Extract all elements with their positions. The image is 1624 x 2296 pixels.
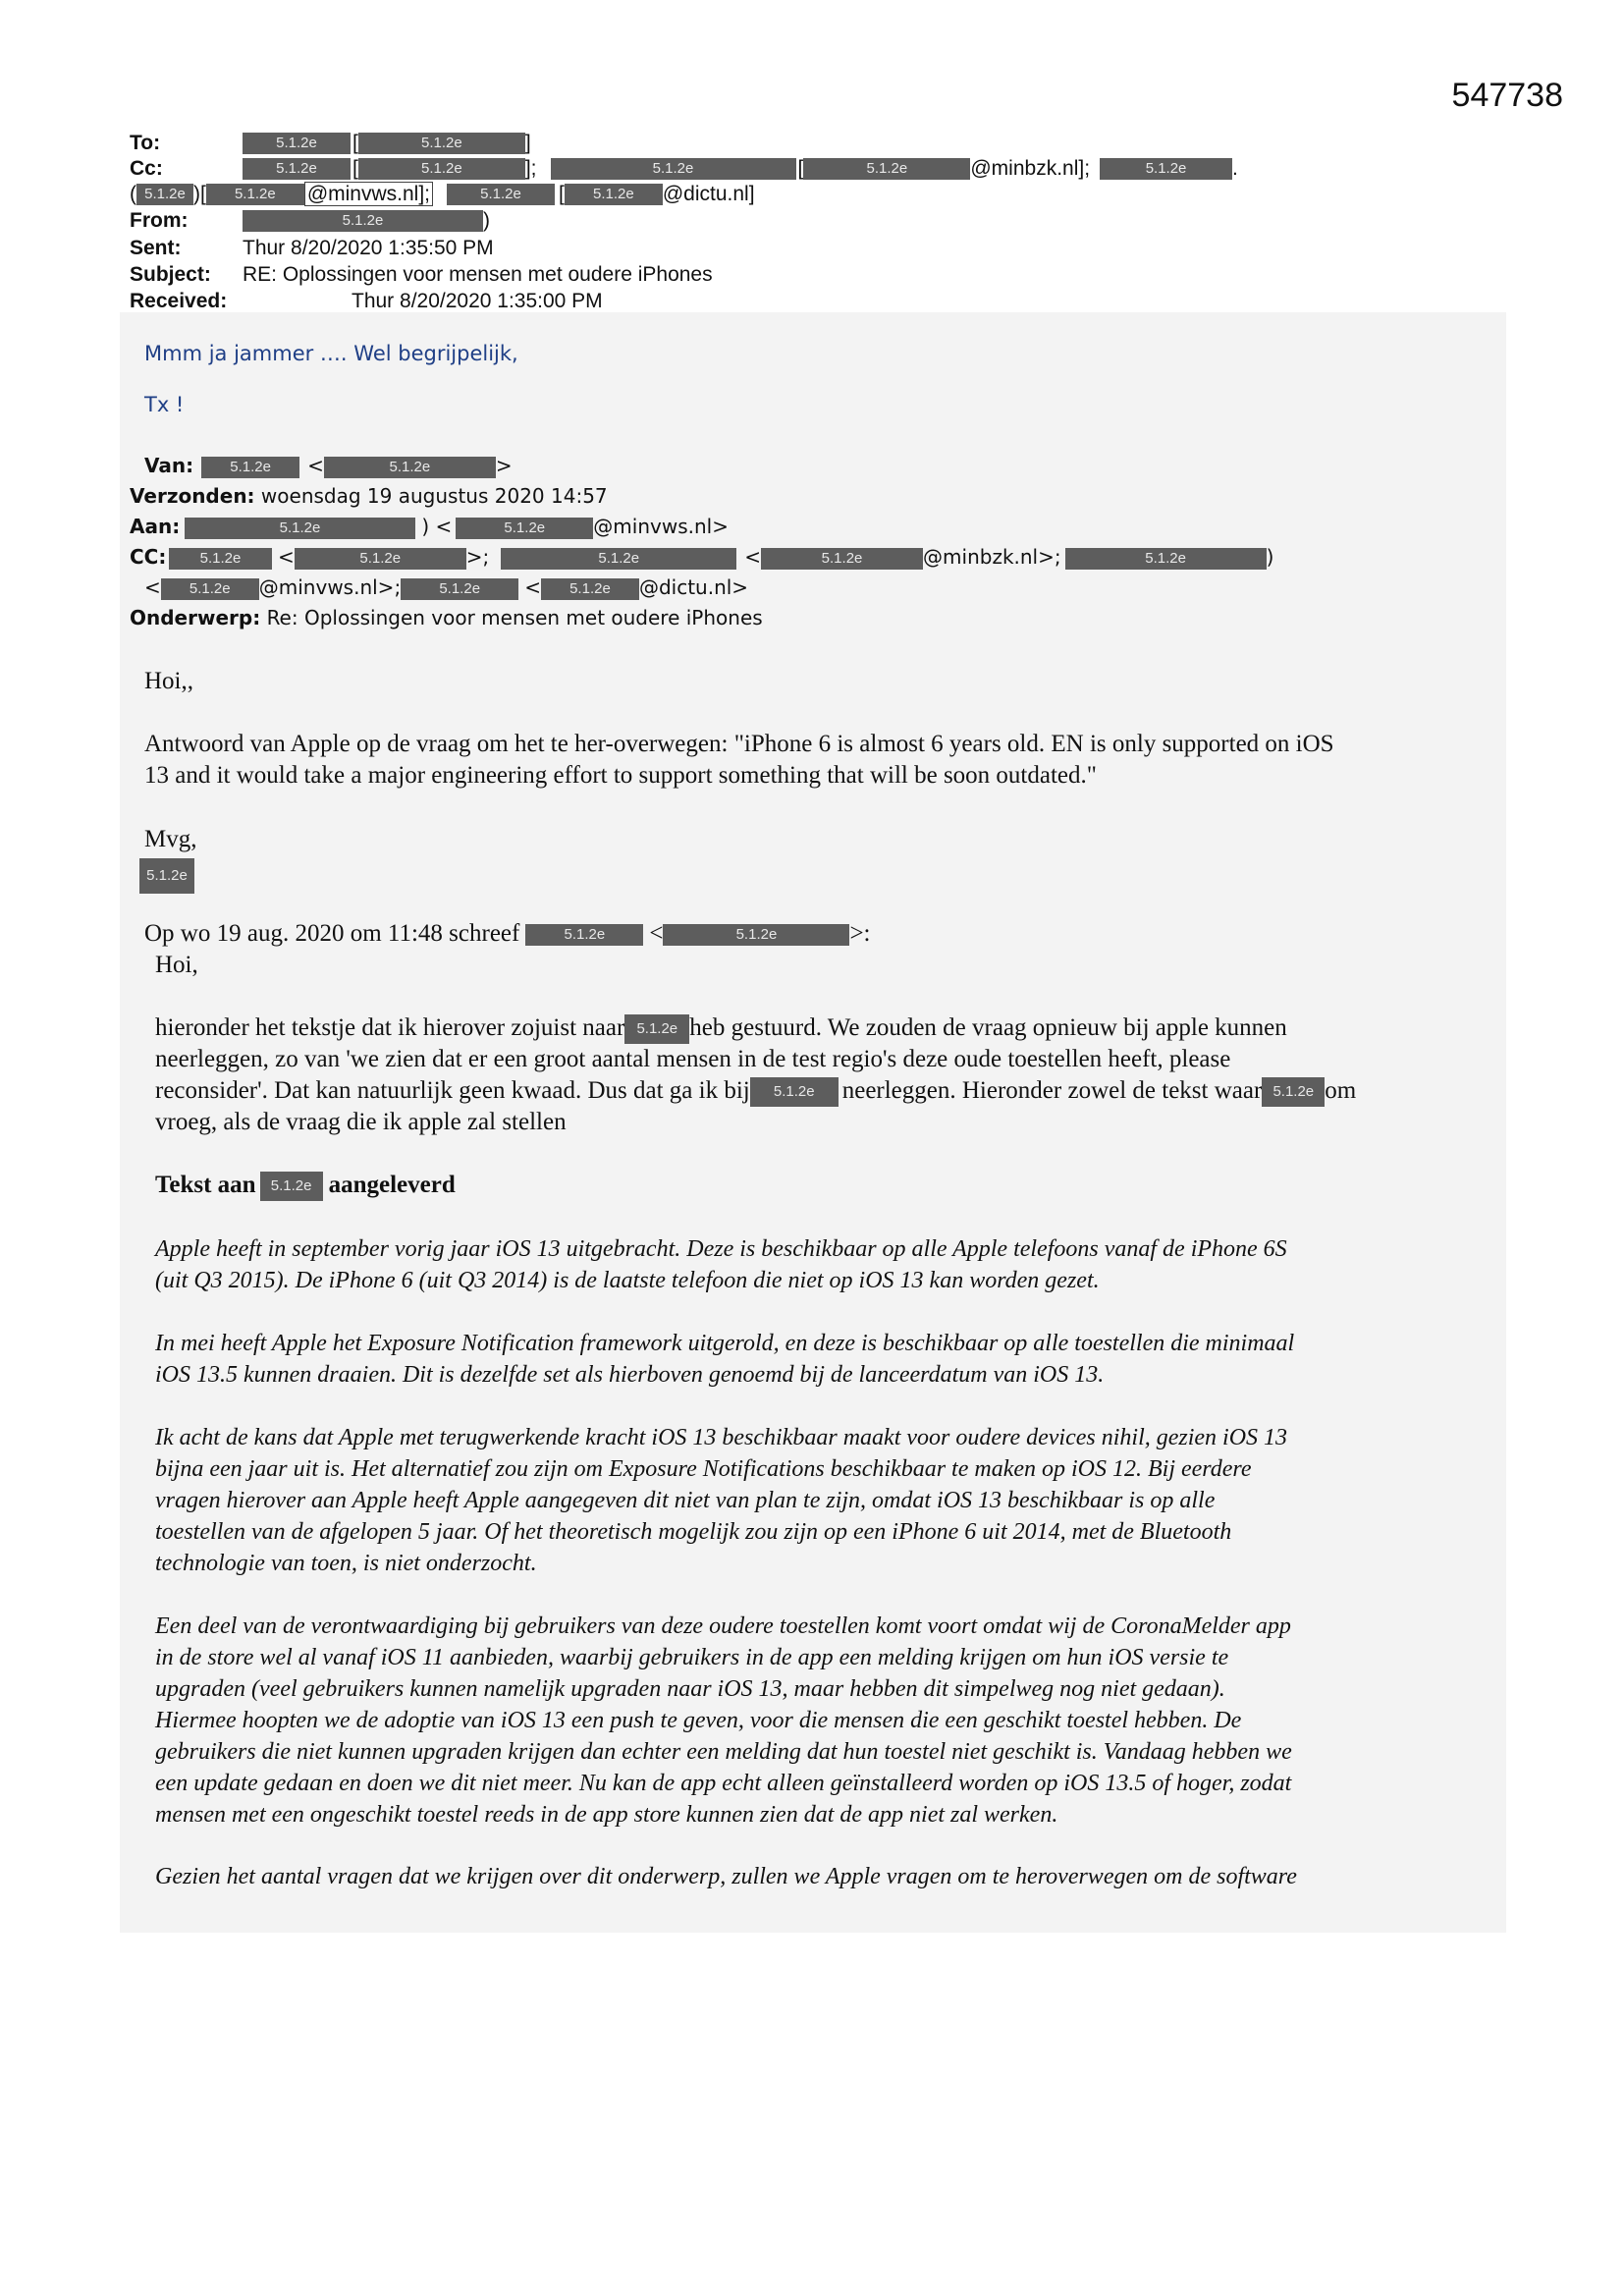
cc-row-2: ( 5.1.2e )[ 5.1.2e @minvws.nl]; 5.1.2e [ 5.1.2e @dictu.nl] — [130, 183, 755, 205]
redaction: 5.1.2e — [295, 548, 466, 570]
heading-text-a: Tekst aan — [155, 1172, 256, 1198]
p1-text-f: om — [1325, 1077, 1357, 1104]
redaction: 5.1.2e — [551, 158, 796, 180]
apple-answer-line-1: Antwoord van Apple op de vraag om het te her-overwegen: "iPhone 6 is almost 6 years old. EN is only supported on iOS — [144, 731, 1334, 757]
received-row — [130, 288, 603, 314]
redaction: 5.1.2e — [456, 518, 593, 539]
subject-row — [130, 261, 713, 288]
subject-label: Subject: — [130, 263, 211, 286]
aan-minvws: @minvws.nl> — [593, 515, 729, 538]
italic-line: In mei heeft Apple het Exposure Notification framework uitgerold, en deze is beschikbaar op alle toestellen die minimaal — [155, 1331, 1295, 1356]
sent-label: Sent: — [130, 237, 182, 259]
redaction: 5.1.2e — [501, 548, 736, 570]
redaction: 5.1.2e — [565, 184, 663, 205]
cc-dictu: @dictu.nl> — [638, 575, 749, 599]
dictu-address: @dictu.nl] — [662, 183, 755, 205]
cc-label-quoted: CC: — [130, 545, 167, 569]
redaction: 5.1.2e — [136, 184, 193, 205]
cc-minbzk: @minbzk.nl>; — [923, 545, 1061, 569]
redaction: 5.1.2e — [358, 133, 525, 154]
redaction: 5.1.2e — [358, 158, 525, 180]
italic-paragraph-4 — [155, 1611, 1510, 1831]
redaction: 5.1.2e — [243, 158, 351, 180]
redaction: 5.1.2e — [447, 184, 555, 205]
italic-line: Hiermee hoopten we de adoptie van iOS 13 een push te geven, voor die mensen die een geschikt toestel hebben. De — [155, 1708, 1242, 1733]
redaction: 5.1.2e — [1065, 548, 1267, 570]
quoted-onderwerp-row — [130, 603, 763, 633]
quote-intro-text: Op wo 19 aug. 2020 om 11:48 schreef — [144, 920, 520, 947]
redaction: 5.1.2e — [169, 548, 272, 570]
quote-intro: Op wo 19 aug. 2020 om 11:48 schreef 5.1.2e < 5.1.2e >: — [144, 920, 871, 947]
p1-text-a: hieronder het tekstje dat ik hierover zojuist naar — [155, 1014, 625, 1041]
redaction: 5.1.2e — [139, 858, 194, 894]
redaction: 5.1.2e — [206, 184, 304, 205]
section-heading — [155, 1170, 456, 1201]
minbzk-address: @minbzk.nl]; — [970, 157, 1091, 180]
quote-intro-end: >: — [849, 920, 871, 947]
redaction: 5.1.2e — [260, 1172, 323, 1201]
paragraph-line-4: vroeg, als de vraag die ik apple zal stellen — [155, 1109, 567, 1135]
to-label: To: — [130, 132, 161, 154]
redaction: 5.1.2e — [541, 578, 639, 600]
cc-row: Cc: 5.1.2e [ 5.1.2e ]; 5.1.2e [ 5.1.2e @minbzk.nl]; 5.1.2e . — [130, 157, 1238, 180]
redaction: 5.1.2e — [663, 924, 849, 946]
verzonden-label: Verzonden: — [130, 484, 255, 508]
quoted-aan-row: Aan: 5.1.2e ) < 5.1.2e @minvws.nl> — [130, 512, 729, 542]
italic-line: in de store wel al vanaf iOS 11 aanbieden, waarbij gebruikers in de app een melding krijgen om hun iOS versie te — [155, 1645, 1229, 1670]
onderwerp-label: Onderwerp: — [130, 606, 261, 629]
paragraph-line-2: neerleggen, zo van 'we zien dat er een groot aantal mensen in de test regio's deze oude toestellen heeft, please — [155, 1046, 1231, 1072]
reply-line-1: Mmm ja jammer …. Wel begrijpelijk, — [144, 342, 518, 365]
verzonden-value: woensdag 19 augustus 2020 14:57 — [260, 484, 608, 508]
p1-text-b: heb gestuurd. We zouden de vraag opnieuw bij apple kunnen — [689, 1014, 1287, 1041]
italic-line: Een deel van de verontwaardiging bij gebruikers van deze oudere toestellen komt voort omdat wij de CoronaMelder app — [155, 1613, 1291, 1639]
to-row: To: 5.1.2e [ 5.1.2e ] — [130, 132, 531, 154]
paragraph-line-3 — [155, 1075, 1356, 1107]
redaction: 5.1.2e — [243, 133, 351, 154]
subject-value: RE: Oplossingen voor mensen met oudere iPhones — [243, 263, 713, 286]
received-value: Thur 8/20/2020 1:35:00 PM — [352, 290, 603, 312]
reply-line-2: Tx ! — [144, 393, 185, 416]
quoted-van-row: Van: 5.1.2e < 5.1.2e > — [144, 454, 513, 477]
heading-text-b: aangeleverd — [328, 1172, 456, 1198]
paragraph-line-1 — [155, 1012, 1287, 1044]
italic-line: mensen met een ongeschikt toestel reeds in de app store kunnen zien dat de app niet zal werken. — [155, 1802, 1058, 1828]
cc-minvws: @minvws.nl>; — [258, 575, 402, 599]
redaction: 5.1.2e — [243, 210, 483, 232]
sent-row — [130, 235, 494, 261]
redaction: 5.1.2e — [201, 457, 299, 478]
italic-line: Ik acht de kans dat Apple met terugwerkende kracht iOS 13 beschikbaar maakt voor oudere devices nihil, gezien iOS 13 — [155, 1425, 1288, 1450]
greeting: Hoi,, — [144, 668, 193, 694]
italic-line: een update gedaan en doen we dit niet meer. Nu kan de app echt alleen geïnstalleerd worden op iOS 13.5 of hoger, zodat — [155, 1771, 1292, 1796]
redaction: 5.1.2e — [1100, 158, 1232, 180]
redaction: 5.1.2e — [803, 158, 970, 180]
italic-line: Gezien het aantal vragen dat we krijgen over dit onderwerp, zullen we Apple vragen om te heroverwegen om de software — [155, 1864, 1297, 1889]
italic-line: toestellen van de afgelopen 5 jaar. Of het theoretisch mogelijk zou zijn op een iPhone 6 uit 2014, met de Bluetooth — [155, 1519, 1232, 1545]
italic-line: vragen hierover aan Apple heeft Apple aangegeven dit niet van plan te zijn, omdat iOS 13 beschikbaar is op alle — [155, 1488, 1216, 1513]
p1-text-e: neerleggen. Hieronder zowel de tekst waar — [841, 1077, 1263, 1104]
redaction: 5.1.2e — [750, 1077, 839, 1107]
redaction: 5.1.2e — [1262, 1077, 1325, 1107]
quoted-verzonden-row — [130, 481, 608, 512]
italic-line: bijna een jaar uit is. Het alternatief zou zijn om Exposure Notifications beschikbaar te maken op iOS 12. Bij eerdere — [155, 1456, 1252, 1482]
cc-label: Cc: — [130, 157, 163, 180]
italic-paragraph-5 — [155, 1861, 1510, 1892]
redaction: 5.1.2e — [525, 924, 643, 946]
italic-paragraph-3 — [155, 1422, 1510, 1579]
sent-value: Thur 8/20/2020 1:35:50 PM — [243, 237, 494, 259]
signoff: Mvg, — [144, 826, 197, 852]
minvws-address: @minvws.nl]; — [304, 182, 433, 206]
italic-paragraph-2 — [155, 1328, 1510, 1391]
p1-text-d: reconsider'. Dat kan natuurlijk geen kwaad. Dus dat ga ik bij — [155, 1077, 750, 1104]
italic-line: gebruikers die niet kunnen upgraden krijgen dan echter een melding dat hun toestel niet geschikt is. Vandaag hebben we — [155, 1739, 1292, 1765]
redaction: 5.1.2e — [401, 578, 518, 600]
apple-answer-line-2: 13 and it would take a major engineering effort to support something that will be soon outdated." — [144, 762, 1097, 789]
hoi: Hoi, — [155, 952, 198, 978]
signature-redaction — [139, 858, 194, 894]
redaction: 5.1.2e — [761, 548, 923, 570]
onderwerp-value: Re: Oplossingen voor mensen met oudere iPhones — [266, 606, 763, 629]
italic-paragraph-1 — [155, 1233, 1510, 1296]
redaction: 5.1.2e — [624, 1014, 689, 1044]
van-label: Van: — [144, 454, 194, 477]
aan-label: Aan: — [130, 515, 181, 538]
from-row: From: 5.1.2e ) — [130, 209, 490, 232]
redaction: 5.1.2e — [161, 578, 259, 600]
from-label: From: — [130, 209, 189, 232]
redaction: 5.1.2e — [324, 457, 496, 478]
redaction: 5.1.2e — [185, 518, 415, 539]
italic-line: (uit Q3 2015). De iPhone 6 (uit Q3 2014) is de laatste telefoon die niet op iOS 13 kan worden gezet. — [155, 1268, 1100, 1293]
page-number: 547738 — [1451, 77, 1563, 114]
quoted-cc-row: CC: 5.1.2e < 5.1.2e >; 5.1.2e < 5.1.2e @minbzk.nl>; 5.1.2e ) — [130, 542, 1273, 573]
italic-line: Apple heeft in september vorig jaar iOS 13 uitgebracht. Deze is beschikbaar op alle Apple telefoons vanaf de iPhone 6S — [155, 1236, 1287, 1262]
received-label: Received: — [130, 290, 228, 312]
italic-line: upgraden (veel gebruikers kunnen namelijk upgraden naar iOS 13, maar hebben dit simpelweg nog niet gedaan). — [155, 1676, 1225, 1702]
italic-line: iOS 13.5 kunnen draaien. Dit is dezelfde set als hierboven genoemd bij de lanceerdatum van iOS 13. — [155, 1362, 1105, 1388]
quoted-cc-row-2: < 5.1.2e @minvws.nl>; 5.1.2e < 5.1.2e @dictu.nl> — [144, 575, 749, 599]
italic-line: technologie van toen, is niet onderzocht. — [155, 1551, 537, 1576]
